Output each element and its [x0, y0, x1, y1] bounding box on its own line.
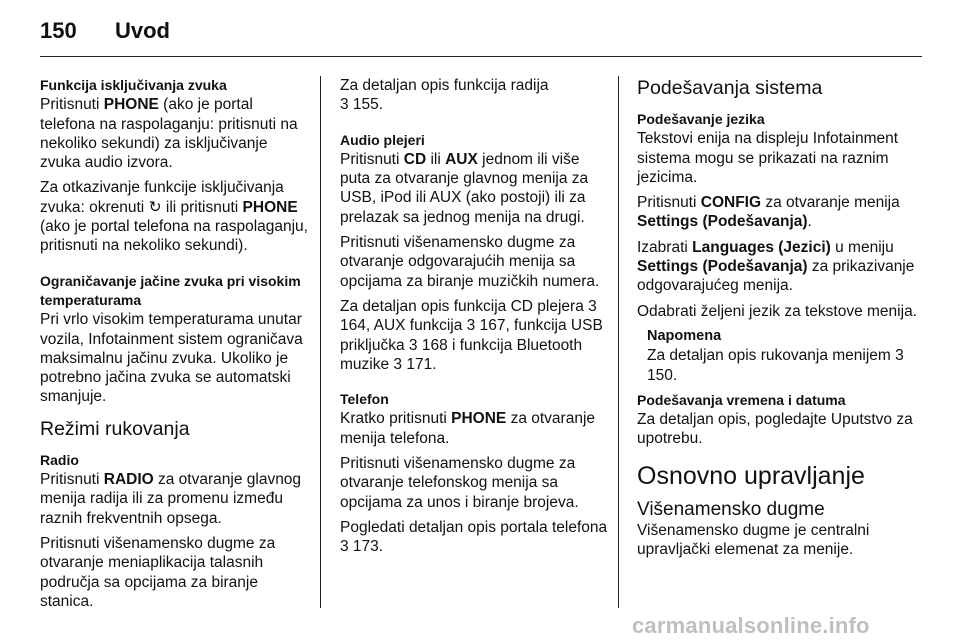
audio-paragraph-3: Za detaljan opis funkcija CD plejera 3 164, AUX funkcija 3 167, funkcija USB priključka 3 168 i funkcija Bluetooth muzike 3 171. [340, 297, 603, 373]
system-settings-heading: Podešavanja sistema [637, 77, 823, 99]
volume-limit-heading: Ograničavanje jačine zvuka pri visokim temperaturama [40, 272, 301, 308]
note-title: Napomena [647, 327, 722, 344]
page-header [40, 14, 920, 54]
column-divider-2 [618, 76, 619, 608]
phone-paragraph-1: Kratko pritisnuti PHONE za otvaranje menija telefona. [340, 410, 596, 447]
page-title: Uvod [115, 18, 170, 43]
radio-ref-paragraph: Za detaljan opis funkcija radija 3 155. [340, 77, 549, 114]
note-box [647, 327, 922, 385]
operating-modes-heading: Režimi rukovanja [40, 417, 190, 440]
language-heading: Podešavanje jezika [637, 111, 765, 127]
language-paragraph-4: Odabrati željeni jezik za tekstove menija. [637, 302, 917, 320]
rotate-knob-icon: ↻ [148, 198, 162, 216]
column-1 [40, 76, 310, 617]
radio-paragraph-1: Pritisnuti RADIO za otvaranje glavnog menija radija ili za promenu između raznih frekventnih opsega. [40, 471, 302, 527]
radio-heading: Radio [40, 451, 79, 468]
phone-paragraph-2: Pritisnuti višenamensko dugme za otvaranje telefonskog menija sa opcijama za unos i biranje brojeva. [340, 455, 579, 511]
basic-operation-heading: Osnovno upravljanje [637, 461, 865, 490]
language-paragraph-3: Izabrati Languages (Jezici) u meniju Settings (Podešavanja) za prikazivanje odgovarajućeg menija. [637, 238, 915, 295]
column-divider-1 [320, 76, 321, 608]
multifunction-knob-heading: Višenamensko dugme [637, 498, 825, 520]
volume-limit-paragraph: Pri vrlo visokim temperaturama unutar vozila, Infotainment sistem ograničava maksimalnu jačinu zvuka. Ukoliko je potrebno jačina zvuka se automatski smanjuje. [40, 311, 303, 406]
time-date-paragraph: Za detaljan opis, pogledajte Uputstvo za upotrebu. [637, 411, 913, 448]
audio-paragraph-1: Pritisnuti CD ili AUX jednom ili više puta za otvaranje glavnog menija za USB, iPod ili AUX (ako postoji) ili za prelazak sa jednog menija na drugi. [340, 150, 589, 226]
column-3 [637, 76, 922, 565]
page-number: 150 [40, 18, 77, 43]
language-paragraph-1: Tekstovi enija na displeju Infotainment sistema mogu se prikazati na raznim jezicima. [637, 130, 899, 186]
radio-paragraph-2: Pritisnuti višenamensko dugme za otvaranje meniaplikacija talasnih područja sa opcijama za biranje stanica. [40, 534, 276, 610]
phone-heading: Telefon [340, 391, 389, 408]
mute-heading: Funkcija isključivanja zvuka [40, 77, 227, 93]
audio-paragraph-2: Pritisnuti višenamensko dugme za otvaranje odgovarajućih menija sa opcijama za biranje muzičkih numera. [340, 234, 600, 290]
header-rule [40, 56, 922, 57]
mute-paragraph-1: Pritisnuti PHONE (ako je portal telefona na raspolaganju: pritisnuti na nekoliko sekundi) za isključivanje zvuka audio izvora. [40, 96, 298, 172]
column-2 [340, 76, 610, 563]
time-date-heading: Podešavanja vremena i datuma [637, 391, 846, 408]
audio-players-heading: Audio plejeri [340, 131, 425, 148]
mute-paragraph-2: Za otkazivanje funkcije isključivanja zvuka: okrenuti ↻ ili pritisnuti PHONE (ako je portal telefona na raspolaganju, pritisnuti na nekoliko sekundi). [40, 179, 308, 255]
note-text: Za detaljan opis rukovanja menijem 3 150. [647, 347, 904, 384]
multifunction-knob-paragraph: Višenamensko dugme je centralni upravljački elemenat za menije. [637, 521, 870, 559]
language-paragraph-2: Pritisnuti CONFIG za otvaranje menija Settings (Podešavanja). [637, 194, 900, 231]
watermark: carmanualsonline.info [632, 613, 870, 638]
phone-paragraph-3: Pogledati detaljan opis portala telefona 3 173. [340, 518, 608, 556]
